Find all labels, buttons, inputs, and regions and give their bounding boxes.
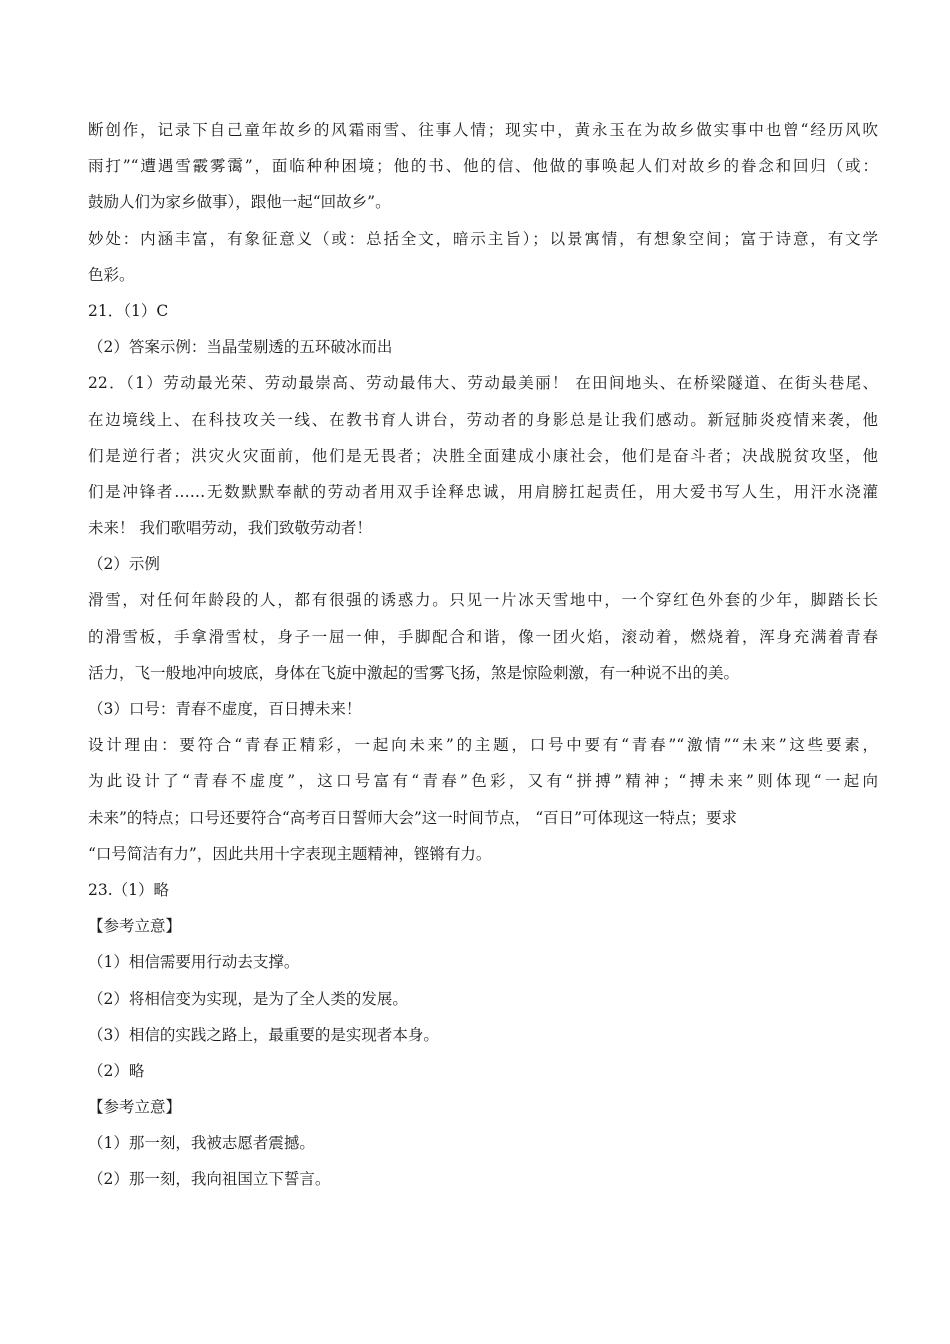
question-number-line: 22．（1）劳动最光荣、劳动最崇高、劳动最伟大、劳动最美丽！ 在田间地头、在桥梁隧道、在街头巷尾、 — [88, 374, 878, 393]
list-item: （1）那一刻，我被志愿者震撼。 — [88, 1134, 315, 1153]
paragraph-line: 色彩。 — [88, 265, 135, 284]
paragraph-line: 的滑雪板，手拿滑雪杖，身子一屈一伸，手脚配合和谐，像一团火焰，滚动着，燃烧着，浑身充满着青春 — [88, 627, 878, 646]
section-heading: 【参考立意】 — [88, 1098, 182, 1117]
list-item: （1）相信需要用行动去支撑。 — [88, 953, 300, 972]
list-item: （2）将相信变为实现，是为了全人类的发展。 — [88, 989, 408, 1008]
answer-label-line: （2）略 — [88, 1061, 145, 1080]
paragraph-line: 设计理由：要符合“青春正精彩，一起向未来”的主题，口号中要有“青春”“激情”“未来”这些要素， — [88, 736, 878, 755]
paragraph-line: 鼓励人们为家乡做事），跟他一起“回故乡”。 — [88, 193, 391, 212]
paragraph-line: 雨打”“遭遇雪霰雾霭”，面临种种困境；他的书、他的信、他做的事唤起人们对故乡的眷念和回归（或： — [88, 157, 878, 176]
paragraph-line: 们是逆行者；洪灾火灾面前，他们是无畏者；决胜全面建成小康社会，他们是奋斗者；决战脱贫攻坚，他 — [88, 446, 878, 465]
answer-label-line: （2）示例 — [88, 555, 160, 574]
paragraph-line: 在边境线上、在科技攻关一线、在教书育人讲台，劳动者的身影总是让我们感动。新冠肺炎疫情来袭，他 — [88, 410, 878, 429]
answer-label-line: （3）口号：青春不虚度，百日搏未来！ — [88, 700, 362, 718]
section-heading: 【参考立意】 — [88, 917, 182, 936]
paragraph-line: 未来！ 我们歌唱劳动，我们致敬劳动者！ — [88, 519, 372, 538]
paragraph-line: 未来”的特点；口号还要符合“高考百日誓师大会”这一时间节点， “百日”可体现这一特点；要求 — [88, 808, 738, 827]
paragraph-line: 为此设计了“青春不虚度”，这口号富有“青春”色彩，又有“拼搏”精神；“搏未来”则体现“一起向 — [88, 772, 878, 791]
question-number-line: 21．（1）C — [88, 301, 169, 320]
answer-line: （2）答案示例：当晶莹剔透的五环破冰而出 — [88, 338, 393, 357]
document-page — [88, 112, 878, 1198]
paragraph-line: 断创作，记录下自己童年故乡的风霜雨雪、往事人情；现实中，黄永玉在为故乡做实事中也曾“经历风吹 — [88, 121, 878, 139]
list-item: （2）那一刻，我向祖国立下誓言。 — [88, 1170, 331, 1189]
paragraph-line: 妙处：内涵丰富，有象征意义（或：总括全文，暗示主旨）；以景寓情，有想象空间；富于诗意，有文学 — [88, 229, 878, 248]
paragraph-line: 们是冲锋者……无数默默奉献的劳动者用双手诠释忠诚，用肩膀扛起责任，用大爱书写人生，用汗水浇灌 — [88, 482, 878, 501]
paragraph-line: 滑雪，对任何年龄段的人，都有很强的诱惑力。只见一片冰天雪地中，一个穿红色外套的少年，脚踏长长 — [88, 591, 878, 610]
question-number-line: 23.（1）略 — [88, 880, 170, 899]
paragraph-line: “口号简洁有力”，因此共用十字表现主题精神，铿锵有力。 — [88, 844, 492, 863]
list-item: （3）相信的实践之路上，最重要的是实现者本身。 — [88, 1025, 439, 1044]
paragraph-line: 活力，飞一般地冲向坡底，身体在飞旋中激起的雪雾飞扬，煞是惊险刺激，有一种说不出的美。 — [88, 663, 740, 682]
